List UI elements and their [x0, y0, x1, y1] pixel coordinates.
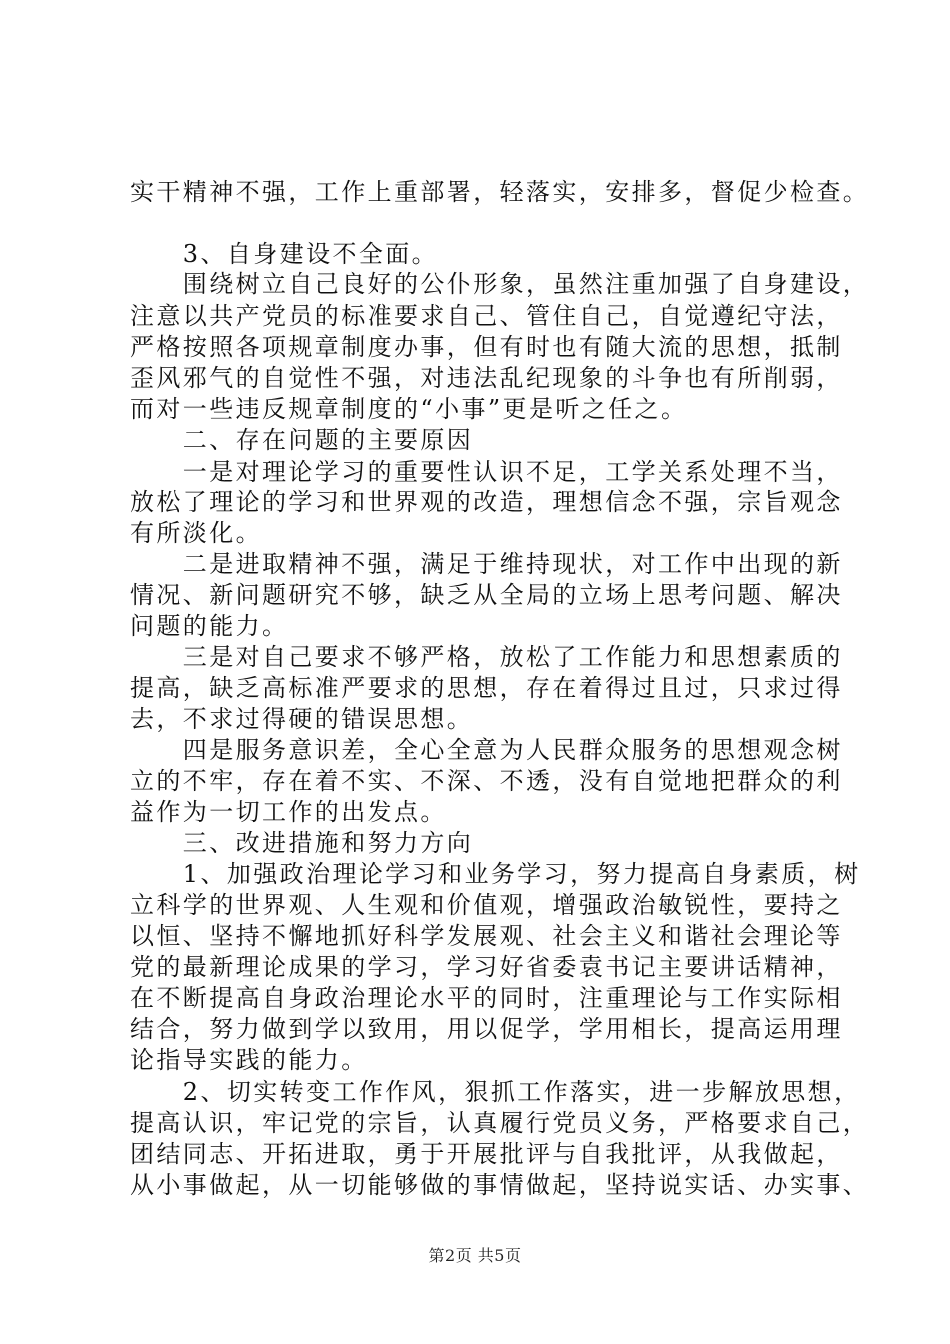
- text-line: 二是进取精神不强，满足于维持现状，对工作中出现的新: [130, 550, 843, 578]
- text-line: 论指导实践的能力。: [130, 1046, 368, 1074]
- text-line: 问题的能力。: [130, 612, 289, 640]
- text-line: 一是对理论学习的重要性认识不足，工学关系处理不当，: [130, 458, 843, 486]
- text-line: 以恒、坚持不懈地抓好科学发展观、社会主义和谐社会理论等: [130, 922, 843, 950]
- text-line: 注意以共产党员的标准要求自己、管住自己，自觉遵纪守法，: [130, 302, 843, 330]
- text-line: 立的不牢，存在着不实、不深、不透，没有自觉地把群众的利: [130, 767, 843, 795]
- text-line: 放松了理论的学习和世界观的改造，理想信念不强，宗旨观念: [130, 488, 843, 516]
- text-line: 提高，缺乏高标准严要求的思想，存在着得过且过，只求过得: [130, 674, 843, 702]
- text-line: 情况、新问题研究不够，缺乏从全局的立场上思考问题、解决: [130, 581, 843, 609]
- text-line: 四是服务意识差，全心全意为人民群众服务的思想观念树: [130, 736, 843, 764]
- text-line: 有所淡化。: [130, 519, 262, 547]
- text-line: 党的最新理论成果的学习，学习好省委袁书记主要讲话精神，: [130, 953, 843, 981]
- page-number: 第2页 共5页: [428, 1246, 522, 1265]
- text-line: 2、切实转变工作作风，狠抓工作落实，进一步解放思想，: [130, 1078, 861, 1106]
- text-line: 去，不求过得硬的错误思想。: [130, 705, 474, 733]
- section-heading: 三、改进措施和努力方向: [130, 829, 474, 857]
- text-line: 而对一些违反规章制度的“小事”更是听之任之。: [130, 395, 688, 423]
- text-line: 严格按照各项规章制度办事，但有时也有随大流的思想，抵制: [130, 333, 843, 361]
- text-line: 三是对自己要求不够严格，放松了工作能力和思想素质的: [130, 643, 843, 671]
- text-line: 在不断提高自身政治理论水平的同时，注重理论与工作实际相: [130, 984, 843, 1012]
- text-line: 围绕树立自己良好的公仆形象，虽然注重加强了自身建设，: [130, 270, 870, 298]
- text-line: 立科学的世界观、人生观和价值观，增强政治敏锐性，要持之: [130, 891, 843, 919]
- text-line: 1、加强政治理论学习和业务学习，努力提高自身素质，树: [130, 860, 861, 888]
- text-line: 团结同志、开拓进取，勇于开展批评与自我批评，从我做起，: [130, 1140, 843, 1168]
- section-heading: 二、存在问题的主要原因: [130, 426, 474, 454]
- section-heading: 3、自身建设不全面。: [130, 240, 439, 268]
- text-line: 益作为一切工作的出发点。: [130, 798, 447, 826]
- text-line: 提高认识，牢记党的宗旨，认真履行党员义务，严格要求自己，: [130, 1109, 870, 1137]
- text-line: 从小事做起，从一切能够做的事情做起，坚持说实话、办实事、: [130, 1171, 870, 1199]
- text-line: 结合，努力做到学以致用，用以促学，学用相长，提高运用理: [130, 1015, 843, 1043]
- text-line: 歪风邪气的自觉性不强，对违法乱纪现象的斗争也有所削弱，: [130, 364, 843, 392]
- text-line: 实干精神不强，工作上重部署，轻落实，安排多，督促少检查。: [130, 178, 870, 206]
